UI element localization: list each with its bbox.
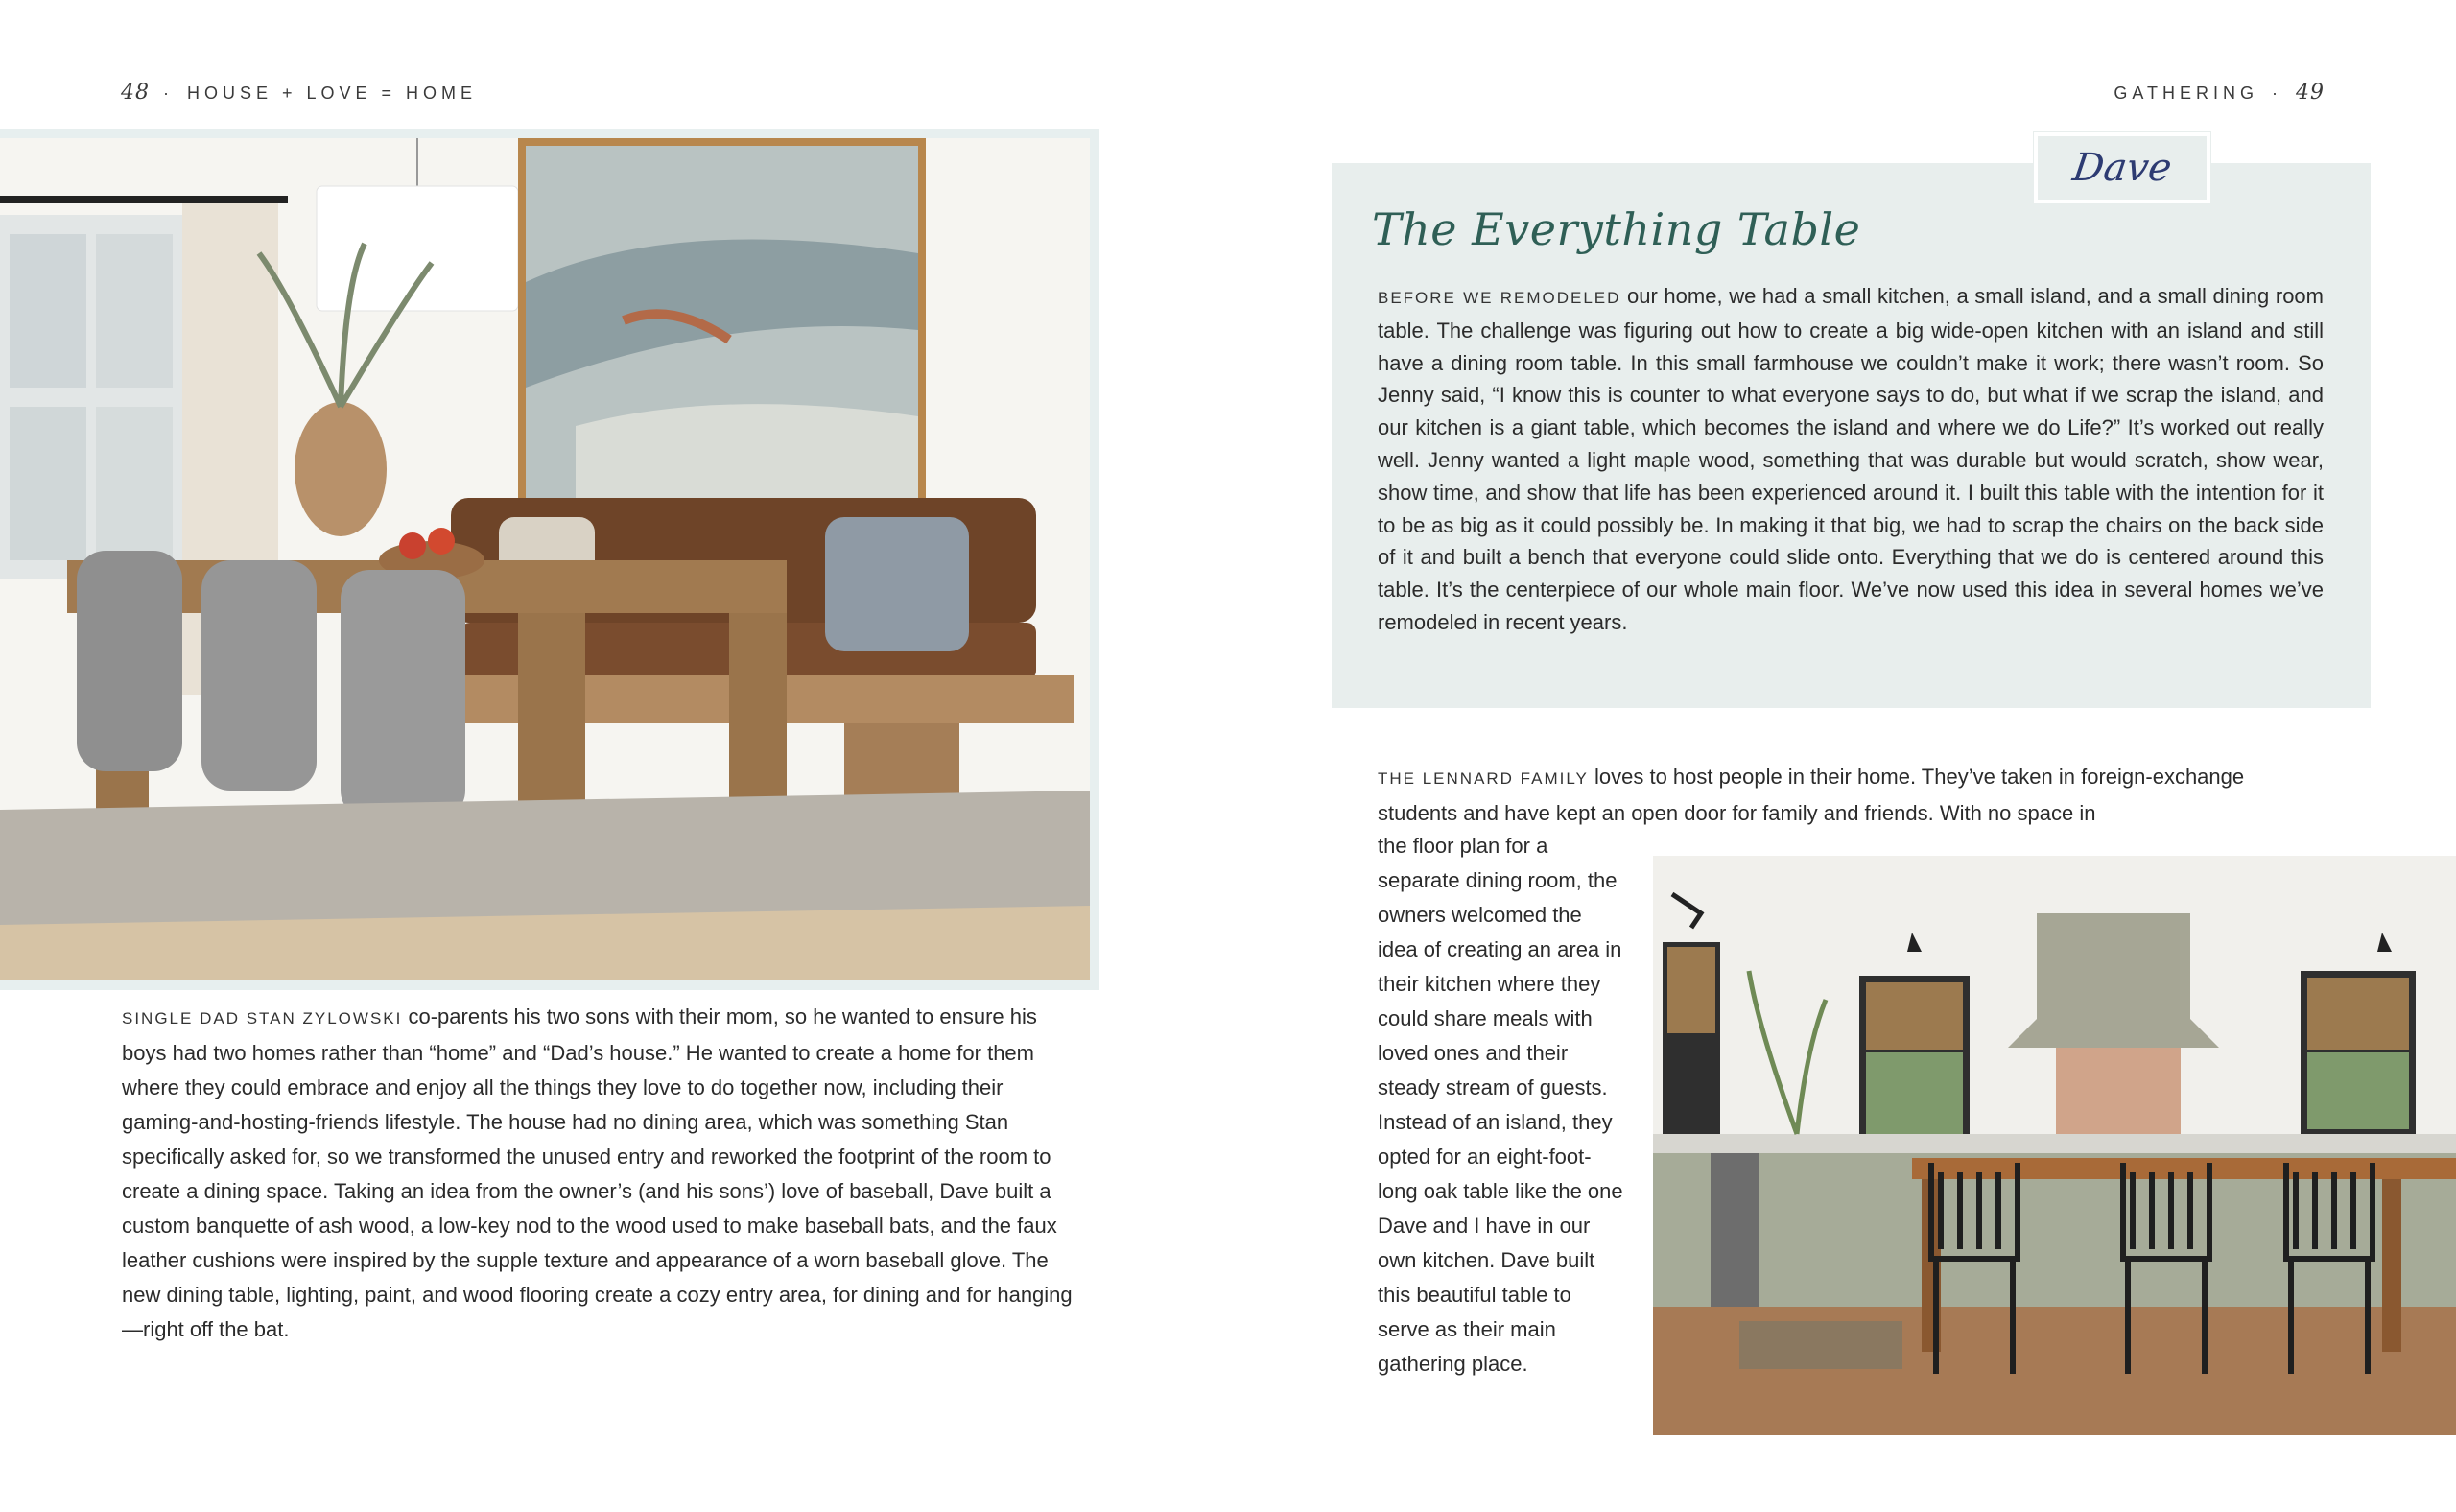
left-caption-paragraph	[122, 1000, 1074, 1347]
sidebar-lead: BEFORE WE REMODELED	[1378, 289, 1621, 307]
page-number-left: 48	[121, 81, 150, 105]
running-head-right	[2114, 81, 2325, 105]
left-caption-text: co-parents his two sons with their mom, so he wanted to ensure his boys had two homes rather than “home” and “Dad’s house.” He wanted to create a home for them where they could embrace and enjoy all the things they love to do together now, including their gaming-and-hosting-friends lifestyle. The house had no dining area, which was something Stan specifically asked for, so we transformed the unused entry and reworked the footprint of the room to create a dining space. Taking an idea from the owner’s (and his sons’) love of baseball, Dave built a custom banquette of ash wood, a low-key nod to the wood used to make baseball bats, and the faux leather cushions were inspired by the supple texture and appearance of a worn baseball glove. The new dining table, lighting, paint, and wood flooring create a cozy entry area, for dining and for hanging—right off the bat.	[122, 1004, 1073, 1341]
running-head-left	[121, 81, 477, 105]
sidebar-title: The Everything Table	[1372, 203, 1861, 255]
book-title: HOUSE + LOVE = HOME	[187, 83, 478, 103]
sidebar-tab-label: Dave	[2069, 146, 2175, 190]
right-caption-top-text: loves to host people in their home. They’ve taken in foreign-exchange students and have kept an open door for family and friends. With no space in	[1378, 765, 2245, 825]
right-caption-narrow: the floor plan for a separate dining room, the owners welcomed the idea of creating an area in their kitchen where they could share meals with loved ones and their steady stream of guests. Instead of an island, they opted for an eight-foot-long oak table like the one Dave and I have in our own kitchen. Dave built this beautiful table to serve as their main gathering place.	[1378, 834, 1623, 1376]
page-number-right: 49	[2296, 81, 2325, 105]
kitchen-photo	[1653, 856, 2456, 1435]
sidebar-text-body: our home, we had a small kitchen, a small island, and a small dining room table. The challenge was figuring out how to create a big wide-open kitchen with an island and still have a dining room table. In this small farmhouse we couldn’t make it work; there wasn’t room. So Jenny said, “I know this is counter to what everyone says to do, but what if we scrap the island, and our kitchen is a giant table, which becomes the island and where we do Life?” It’s worked out really well. Jenny wanted a light maple wood, something that was durable but would scratch, show wear, show time, and show that life has been experienced around it. I built this table with the intention for it to be as big as it could possibly be. In making it that big, we had to scrap the chairs on the back side of it and built a bench that everyone could slide onto. Everything that we do is centered around this table. It’s the centerpiece of our whole main floor. We’ve now used this idea in several homes we’ve remodeled in recent years.	[1378, 284, 2324, 634]
kitchen-illustration	[1653, 856, 2456, 1435]
left-caption-lead: SINGLE DAD STAN ZYLOWSKI	[122, 1009, 403, 1028]
separator-dot: ·	[2272, 83, 2282, 103]
dining-room-illustration	[0, 138, 1090, 980]
dining-banquette-photo	[0, 129, 1099, 990]
section-title: GATHERING	[2114, 83, 2258, 103]
right-caption-lead: THE LENNARD FAMILY	[1378, 769, 1589, 788]
sidebar-tab	[2034, 132, 2210, 203]
right-caption-top	[1378, 760, 2299, 831]
separator-dot: ·	[163, 83, 174, 103]
sidebar-paragraph	[1378, 280, 2324, 639]
